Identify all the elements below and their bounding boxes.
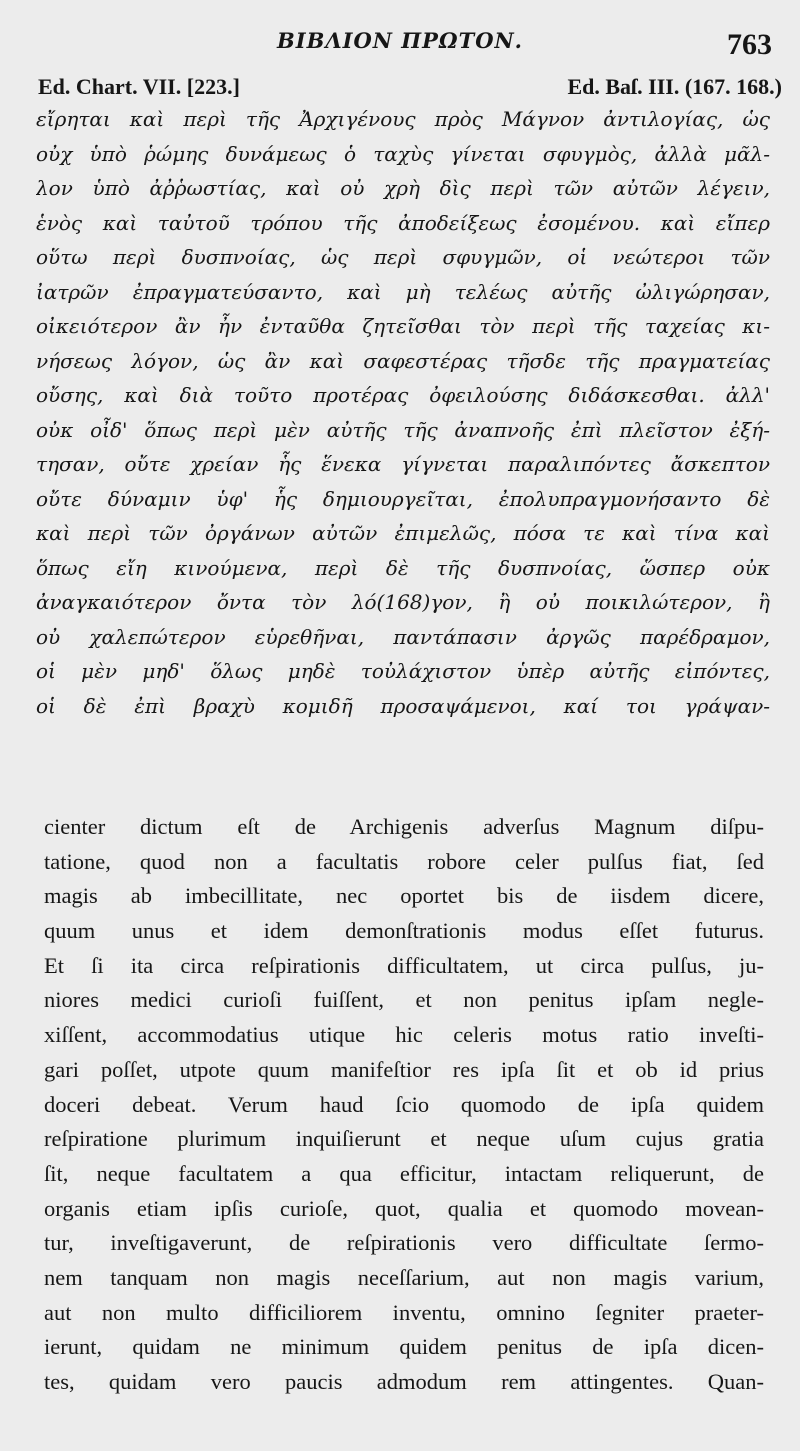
latin-text-line: gari poſſet, utpote quum manifeſtior res ipſa ſit et ob id prius: [44, 1056, 764, 1082]
latin-text-line: tur, inveſtigaverunt, de reſpirationis vero difficultate ſermo-: [44, 1230, 764, 1256]
greek-text-line: ἀναγκαιότερον ὄντα τὸν λό(168)γον, ἢ οὐ ποικιλώτερον, ἢ: [36, 590, 770, 614]
greek-text-line: ἰατρῶν ἐπραγματεύσαντο, καὶ μὴ τελέως αὐτῆς ὠλιγώρησαν,: [36, 279, 770, 304]
latin-text-line: ſit, neque facultatem a qua efficitur, intactam reliquerunt, de: [44, 1160, 764, 1186]
greek-text-line: οὐχ ὑπὸ ῥώμης δυνάμεως ὁ ταχὺς γίνεται σφυγμὸς, ἀλλὰ μᾶλ-: [36, 141, 770, 166]
greek-text-line: λον ὑπὸ ἀῤῥωστίας, καὶ οὐ χρὴ δὶς περὶ τῶν αὐτῶν λέγειν,: [36, 176, 770, 200]
greek-text-line: οἱ δὲ ἐπὶ βραχὺ κομιδῆ προσαψάμενοι, καί τοι γράψαν-: [36, 693, 770, 718]
latin-text-line: aut non multo difficiliorem inventu, omnino ſegniter praeter-: [44, 1299, 764, 1325]
latin-text-line: tes, quidam vero paucis admodum rem attingentes. Quan-: [44, 1369, 764, 1394]
greek-text-line: οὐ χαλεπώτερον εὑρεθῆναι, παντάπασιν ἀργῶς παρέδραμον,: [36, 624, 770, 649]
greek-text-line: νήσεως λόγον, ὡς ἂν καὶ σαφεστέρας τῆσδε τῆς πραγματείας: [36, 348, 770, 373]
latin-text-line: Et ſi ita circa reſpirationis difficultatem, ut circa pulſus, ju-: [44, 952, 764, 978]
greek-text-line: ἑνὸς καὶ ταὐτοῦ τρόπου τῆς ἀποδείξεως ἐσομένου. καὶ εἴπερ: [36, 210, 770, 235]
greek-text-line: τησαν, οὔτε χρείαν ἧς ἕνεκα γίγνεται παραλιπόντες ἄσκεπτον: [36, 452, 770, 476]
edition-chartier-reference: Ed. Chart. VII. [223.]: [38, 74, 240, 99]
edition-basel-reference: Ed. Baſ. III. (167. 168.): [567, 74, 782, 99]
latin-text-line: xiſſent, accommodatius utique hic celeris motus ratio inveſti-: [44, 1022, 764, 1048]
latin-text-line: ierunt, quidam ne minimum quidem penitus de ipſa dicen-: [44, 1334, 764, 1360]
greek-text-line: οὐκ οἶδ' ὅπως περὶ μὲν αὐτῆς τῆς ἀναπνοῆς ἐπὶ πλεῖστον ἐξή-: [36, 417, 770, 442]
latin-text-line: niores medici curioſi fuiſſent, et non penitus ipſam negle-: [44, 987, 764, 1013]
greek-text-line: ὅπως εἴη κινούμενα, περὶ δὲ τῆς δυσπνοίας, ὥσπερ οὐκ: [36, 555, 770, 580]
running-title: ΒΙΒΛΙΟΝ ΠΡΩΤΟΝ.: [277, 28, 523, 53]
greek-text-line: οὔτε δύναμιν ὑφ' ἧς δημιουργεῖται, ἐπολυπραγμονήσαντο δὲ: [36, 486, 770, 511]
greek-text-line: εἴρηται καὶ περὶ τῆς Ἀρχιγένους πρὸς Μάγνον ἀντιλογίας, ὡς: [36, 107, 770, 131]
greek-text-line: οὔσης, καὶ διὰ τοῦτο προτέρας ὀφειλούσης διδάσκεσθαι. ἀλλ': [36, 383, 770, 407]
greek-text-line: οἱ μὲν μηδ' ὅλως μηδὲ τοὐλάχιστον ὑπὲρ αὐτῆς εἰπόντες,: [36, 659, 770, 683]
greek-text-line: οὕτω περὶ δυσπνοίας, ὡς περὶ σφυγμῶν, οἱ νεώτεροι τῶν: [36, 245, 770, 269]
greek-text-line: οἰκειότερον ἂν ἦν ἐνταῦθα ζητεῖσθαι τὸν περὶ τῆς ταχείας κι-: [36, 314, 770, 338]
latin-text-line: cienter dictum eſt de Archigenis adverſus Magnum diſpu-: [44, 814, 764, 839]
latin-text-line: reſpiratione plurimum inquiſierunt et neque uſum cujus gratia: [44, 1126, 764, 1152]
greek-text-block: [36, 102, 770, 723]
latin-text-line: magis ab imbecillitate, nec oportet bis de iisdem dicere,: [44, 883, 764, 909]
latin-text-line: quum unus et idem demonſtrationis modus eſſet futurus.: [44, 918, 764, 944]
latin-text-block: [44, 810, 764, 1400]
latin-text-line: tatione, quod non a facultatis robore celer pulſus fiat, ſed: [44, 848, 764, 874]
latin-text-line: doceri debeat. Verum haud ſcio quomodo de ipſa quidem: [44, 1091, 764, 1117]
edition-reference-line: [38, 74, 782, 100]
latin-text-line: organis etiam ipſis curioſe, quot, qualia et quomodo movean-: [44, 1195, 764, 1221]
page-number: 763: [727, 28, 772, 61]
greek-text-line: καὶ περὶ τῶν ὀργάνων αὐτῶν ἐπιμελῶς, πόσα τε καὶ τίνα καὶ: [36, 521, 770, 545]
latin-text-line: nem tanquam non magis neceſſarium, aut non magis varium,: [44, 1264, 764, 1290]
